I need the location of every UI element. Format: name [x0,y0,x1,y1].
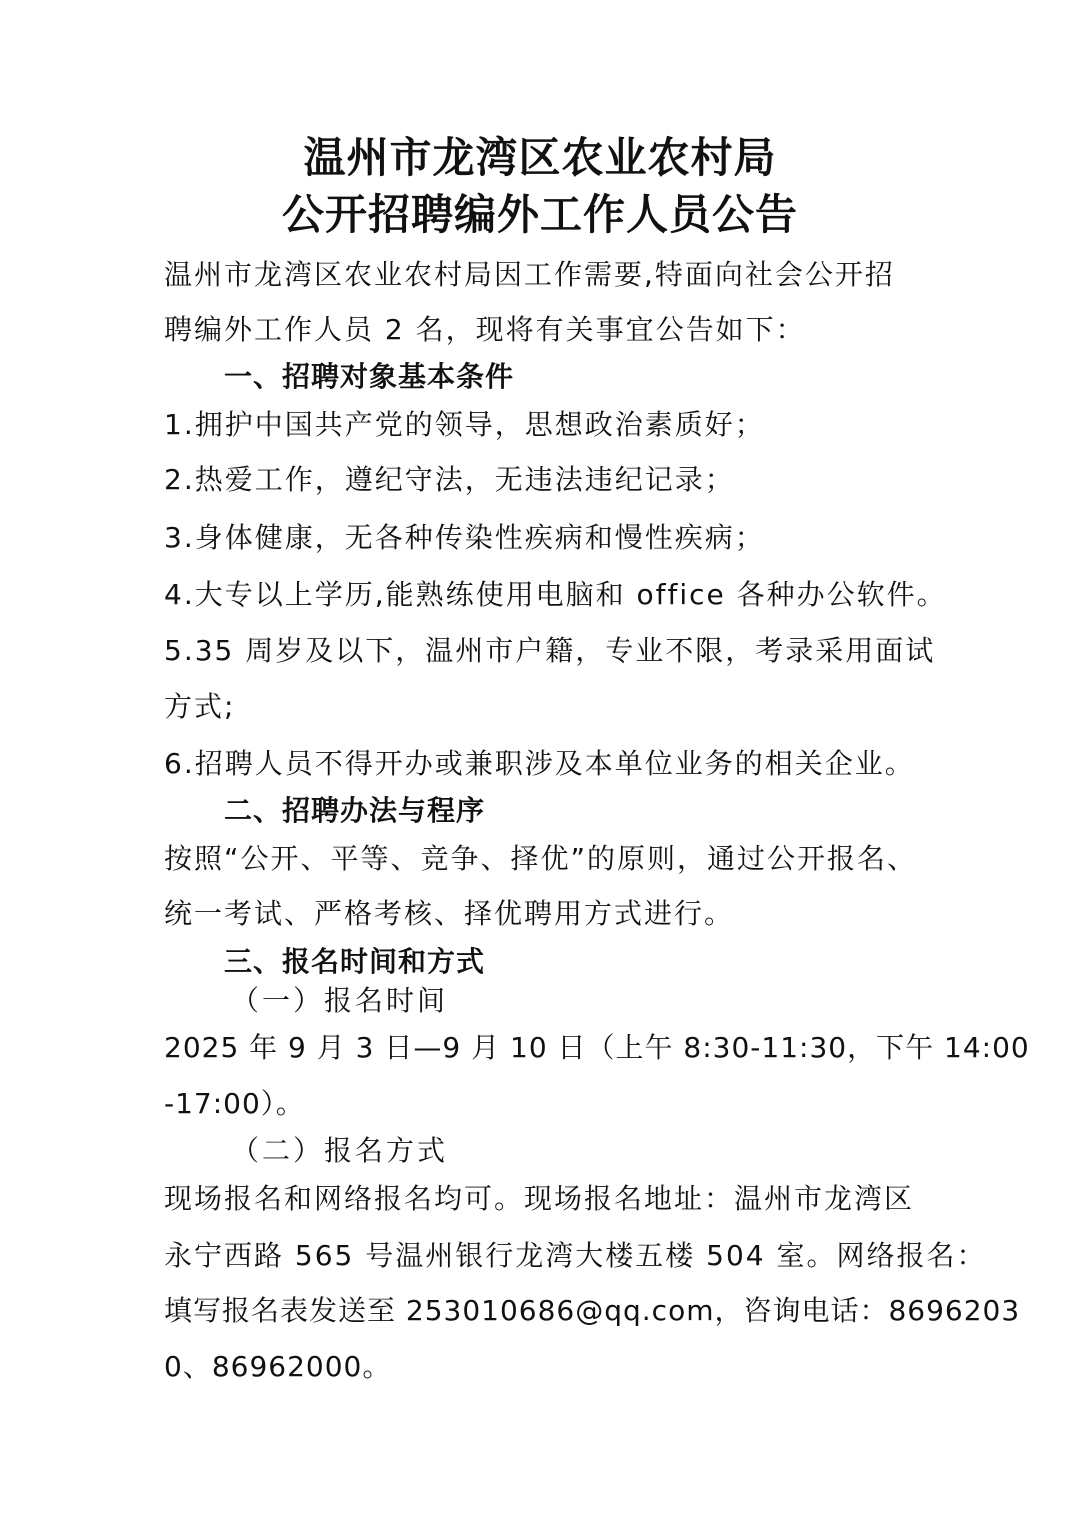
section-3-sub-2-line-4: 0、86962000。 [164,1350,392,1383]
section-1-heading: 一、招聘对象基本条件 [224,360,515,393]
section-1-item-5: 5.35 周岁及以下，温州市户籍，专业不限，考录采用面试 [164,634,936,667]
section-3-sub-2-heading: （二）报名方式 [231,1134,449,1167]
section-3-sub-2-line-1: 现场报名和网络报名均可。现场报名地址：温州市龙湾区 [164,1182,915,1215]
document-title-line-2: 公开招聘编外工作人员公告 [281,190,798,239]
section-3-sub-1-heading: （一）报名时间 [231,984,449,1017]
section-1-item-2: 2.热爱工作，遵纪守法，无违法违纪记录； [164,463,735,496]
section-2-line-1: 按照“公开、平等、竞争、择优”的原则，通过公开报名、 [164,842,918,875]
section-1-item-5-cont: 方式; [164,690,236,723]
section-2-heading: 二、招聘办法与程序 [224,794,486,827]
intro-line-1: 温州市龙湾区农业农村局因工作需要,特面向社会公开招 [164,258,895,291]
section-3-sub-1-line-1: 2025 年 9 月 3 日—9 月 10 日（上午 8:30-11:30，下午 14:00 [164,1031,1030,1064]
document-title-line-1: 温州市龙湾区农业农村局 [303,133,777,182]
section-1-item-3: 3.身体健康，无各种传染性疾病和慢性疾病； [164,521,765,554]
section-1-item-6: 6.招聘人员不得开办或兼职涉及本单位业务的相关企业。 [164,747,915,780]
section-1-item-4: 4.大专以上学历,能熟练使用电脑和 office 各种办公软件。 [164,578,947,611]
section-3-sub-2-line-3: 填写报名表发送至 253010686@qq.com，咨询电话：8696203 [164,1294,1021,1327]
section-2-line-2: 统一考试、严格考核、择优聘用方式进行。 [164,897,735,930]
section-3-heading: 三、报名时间和方式 [224,945,486,978]
section-1-item-1: 1.拥护中国共产党的领导，思想政治素质好； [164,408,765,441]
section-3-sub-2-line-2: 永宁西路 565 号温州银行龙湾大楼五楼 504 室。网络报名： [164,1239,987,1272]
section-3-sub-1-line-2: -17:00）。 [164,1087,305,1120]
intro-line-2: 聘编外工作人员 2 名，现将有关事宜公告如下： [164,313,806,346]
